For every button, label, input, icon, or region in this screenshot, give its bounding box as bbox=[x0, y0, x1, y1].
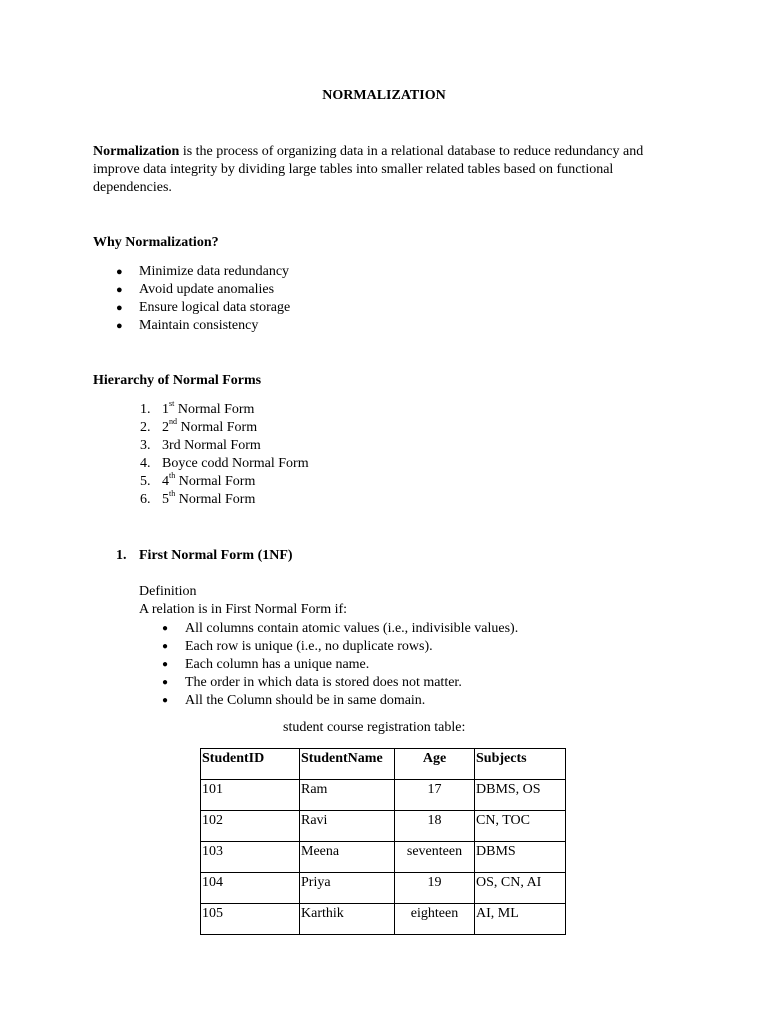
list-item: ● All columns contain atomic values (i.e., indivisible values). bbox=[162, 621, 519, 636]
bullet-icon: ● bbox=[116, 320, 123, 332]
table-row: 103 Meena seventeen DBMS bbox=[201, 842, 566, 873]
registration-table bbox=[200, 748, 566, 935]
list-item: 2. 2nd Normal Form bbox=[140, 417, 258, 435]
bullet-icon: ● bbox=[162, 695, 169, 706]
definition-label: Definition bbox=[139, 584, 197, 599]
list-item: ● Each column has a unique name. bbox=[162, 657, 370, 672]
col-header-studentid: StudentID bbox=[201, 749, 300, 780]
list-item: ● Each row is unique (i.e., no duplicate rows). bbox=[162, 639, 433, 654]
list-item: 6. 5th Normal Form bbox=[140, 489, 256, 507]
bullet-icon: ● bbox=[116, 302, 123, 314]
bullet-icon: ● bbox=[162, 623, 169, 634]
section-number: 1. bbox=[116, 548, 127, 563]
why-list bbox=[116, 263, 291, 335]
table-header-row bbox=[201, 749, 566, 780]
col-header-age: Age bbox=[395, 749, 475, 780]
bullet-icon: ● bbox=[162, 659, 169, 670]
table-row: 102 Ravi 18 CN, TOC bbox=[201, 811, 566, 842]
bullet-icon: ● bbox=[162, 641, 169, 652]
list-item: ● Maintain consistency bbox=[116, 318, 259, 333]
list-item: 1. 1st Normal Form bbox=[140, 399, 255, 417]
hierarchy-list bbox=[140, 399, 309, 509]
list-item: ● Ensure logical data storage bbox=[116, 300, 291, 315]
list-item: ● Minimize data redundancy bbox=[116, 264, 290, 279]
hierarchy-heading: Hierarchy of Normal Forms bbox=[93, 373, 262, 388]
section-heading: First Normal Form (1NF) bbox=[139, 548, 293, 563]
intro-paragraph bbox=[93, 143, 693, 197]
bullet-icon: ● bbox=[162, 677, 169, 688]
table-caption: student course registration table: bbox=[283, 720, 466, 735]
why-heading: Why Normalization? bbox=[93, 235, 219, 250]
col-header-subjects: Subjects bbox=[475, 749, 566, 780]
list-item: 4. Boyce codd Normal Form bbox=[140, 456, 309, 471]
bullet-icon: ● bbox=[116, 266, 123, 278]
table-row: 104 Priya 19 OS, CN, AI bbox=[201, 873, 566, 904]
list-item: ● All the Column should be in same domain. bbox=[162, 693, 426, 708]
col-header-studentname: StudentName bbox=[300, 749, 395, 780]
list-item: ● Avoid update anomalies bbox=[116, 282, 275, 297]
table-row: 105 Karthik eighteen AI, ML bbox=[201, 904, 566, 935]
intro-term: Normalization bbox=[93, 144, 180, 159]
bullet-icon: ● bbox=[116, 284, 123, 296]
rules-list bbox=[162, 620, 519, 710]
list-item: 5. 4th Normal Form bbox=[140, 471, 256, 489]
definition-intro: A relation is in First Normal Form if: bbox=[139, 602, 348, 617]
list-item: ● The order in which data is stored does not matter. bbox=[162, 675, 462, 690]
table-row: 101 Ram 17 DBMS, OS bbox=[201, 780, 566, 811]
list-item: 3. 3rd Normal Form bbox=[140, 438, 261, 453]
page-title: NORMALIZATION bbox=[322, 88, 446, 103]
intro-text: is the process of organizing data in a relational database to reduce redundancy and improve data integrity by dividing large tables into smaller related tables based on functional dependencies. bbox=[93, 144, 644, 195]
